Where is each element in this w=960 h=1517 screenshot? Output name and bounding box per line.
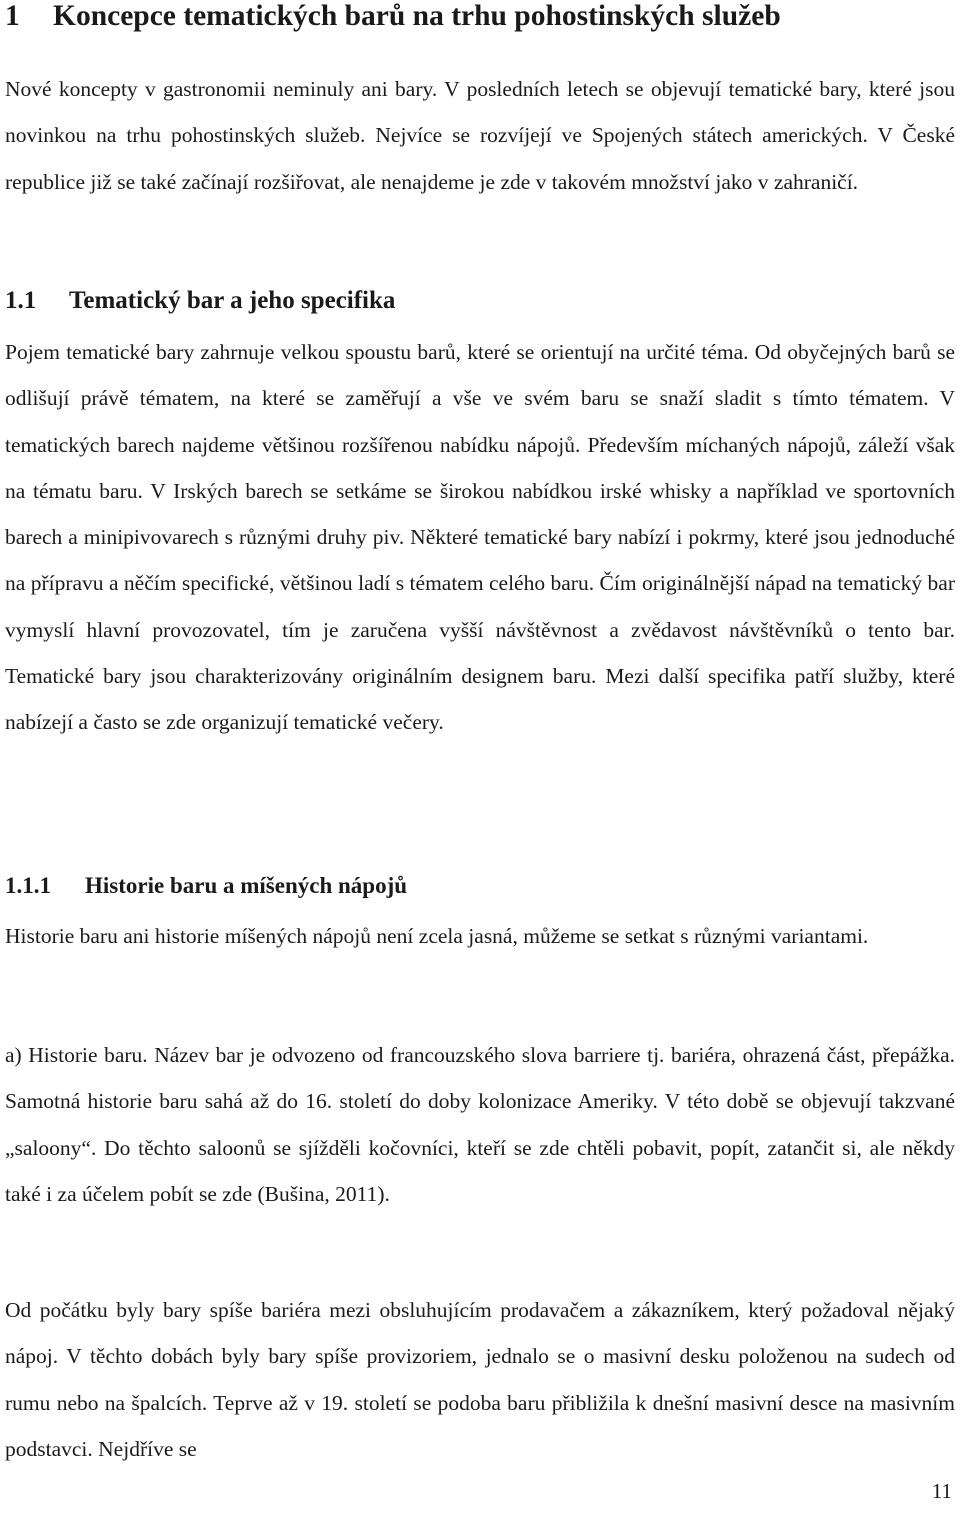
history-intro-paragraph: Historie baru ani historie míšených nápojů není zcela jasná, můžeme se setkat s různými variantami. [5, 924, 869, 948]
chapter-number: 1 [5, 0, 20, 32]
intro-paragraph: Nové koncepty v gastronomii neminuly ani bary. V posledních letech se objevují tematické bary, které jsou novinkou na trhu pohostinských služeb. Nejvíce se rozvíjejí ve Spojených státech amerických. V České republice již se také začínají rozšiřovat, ale nenajdeme je zde v takovém množství jako v zahraničí. [5, 77, 955, 194]
section-heading [5, 284, 395, 318]
chapter-heading [5, 0, 960, 34]
page-number: 11 [931, 1479, 952, 1503]
subsection-heading [5, 870, 407, 902]
history-continued-paragraph: Od počátku byly bary spíše bariéra mezi obsluhujícím prodavačem a zákazníkem, který požadoval nějaký nápoj. V těchto dobách byly bary spíše provizoriem, jednalo se o masivní desku položenou na sudech od rumu nebo na špalcích. Teprve až v 19. století se podoba baru přibližila k dnešní masivní desce na masivním podstavci. Nejdříve se [5, 1298, 955, 1461]
subsection-title: Historie baru a míšených nápojů [85, 873, 408, 898]
chapter-title: Koncepce tematických barů na trhu pohostinských služeb [53, 0, 781, 32]
section-title: Tematický bar a jeho specifika [69, 287, 396, 314]
subsection-number: 1.1.1 [5, 873, 51, 898]
section-paragraph: Pojem tematické bary zahrnuje velkou spoustu barů, které se orientují na určité téma. Od obyčejných barů se odlišují právě tématem, na které se zaměřují a vše ve svém baru se snaží sladit s tímto tématem. V tematických barech najdeme většinou rozšířenou nabídku nápojů. Především míchaných nápojů, záleží však na tématu baru. V Irských barech se setkáme se širokou nabídkou irské whisky a například ve sportovních barech a minipivovarech s různými druhy piv. Některé tematické bary nabízí i pokrmy, které jsou jednoduché na přípravu a něčím specifické, většinou ladí s tématem celého baru. Čím originálnější nápad na tematický bar vymyslí hlavní provozovatel, tím je zaručena vyšší návštěvnost a zvědavost návštěvníků o tento bar. Tematické bary jsou charakterizovány originálním designem baru. Mezi další specifika patří služby, které nabízejí a často se zde organizují tematické večery. [5, 340, 955, 735]
history-bar-paragraph: a) Historie baru. Název bar je odvozeno od francouzského slova barriere tj. bariéra, ohrazená část, přepážka. Samotná historie baru sahá až do 16. století do doby kolonizace Ameriky. V této době se objevují takzvané „saloony“. Do těchto saloonů se sjížděli kočovníci, kteří se zde chtěli pobavit, popít, zatančit si, ale někdy také i za účelem pobít se zde (Bušina, 2011). [5, 1043, 955, 1206]
section-number: 1.1 [5, 287, 37, 314]
